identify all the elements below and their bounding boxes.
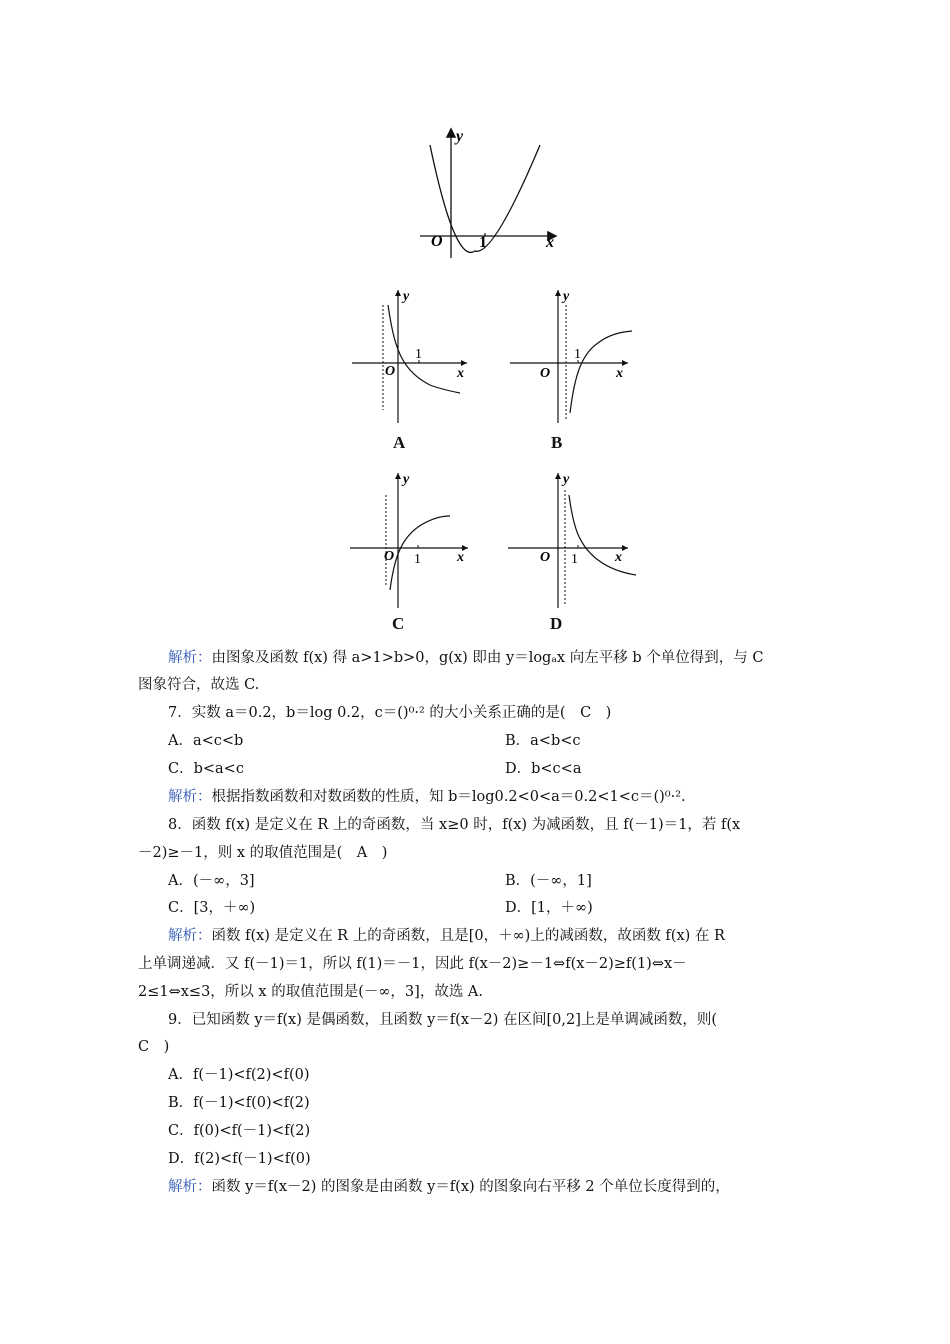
question-9-cont: C ) — [138, 1039, 170, 1055]
question-8: 8．函数 f(x) 是定义在 R 上的奇函数，当 x≥0 时，f(x) 为减函数，且 f(－1)＝1，若 f(x — [168, 817, 741, 833]
svg-text:1: 1 — [414, 552, 421, 567]
graph-b-caption: B — [551, 433, 563, 452]
x-axis-label: x — [546, 234, 554, 251]
q9-option-d: D．f(2)<f(－1)<f(0) — [168, 1151, 311, 1167]
q8-option-c: C．[3，＋∞) — [168, 900, 256, 916]
svg-text:y: y — [563, 289, 570, 304]
svg-text:O: O — [540, 366, 551, 381]
q8-option-b: B．(－∞，1] — [505, 873, 592, 889]
line-01: 解析：由图象及函数 f(x) 得 a>1>b>0，g(x) 即由 y＝logₐx 向左平移 b 个单位得到，与 C — [168, 650, 764, 666]
q7-option-a: A．a<c<b — [168, 733, 244, 749]
graph-d-caption: D — [550, 614, 563, 633]
top-parabola-graph — [415, 125, 565, 260]
q7-analysis: 解析：根据指数函数和对数函数的性质，知 b＝log0.2<0<a＝0.2<1<c＝()⁰·². — [168, 789, 686, 805]
svg-text:1: 1 — [574, 347, 581, 362]
svg-text:O: O — [384, 549, 395, 564]
q9-option-b: B．f(－1)<f(0)<f(2) — [168, 1095, 310, 1111]
svg-text:y: y — [563, 472, 570, 487]
origin-label: O — [431, 233, 443, 250]
graph-a — [350, 285, 470, 425]
graph-d — [508, 465, 638, 610]
svg-text:1: 1 — [571, 552, 578, 567]
q8-analysis-cont-1: 上单调递减．又 f(－1)＝1，所以 f(1)＝－1，因此 f(x－2)≥－1⇔f(x－2)≥f(1)⇔x－ — [138, 956, 687, 972]
graph-c — [350, 465, 475, 610]
q7-option-b: B．a<b<c — [505, 733, 581, 749]
q9-analysis: 解析：函数 y＝f(x－2) 的图象是由函数 y＝f(x) 的图象向右平移 2 个单位长度得到的， — [168, 1179, 730, 1195]
line-02: 图象符合，故选 C. — [138, 677, 260, 693]
svg-text:1: 1 — [415, 347, 422, 362]
svg-text:O: O — [385, 364, 396, 379]
question-8-cont: －2)≥－1，则 x 的取值范围是( A ) — [138, 845, 388, 861]
q7-option-d: D．b<c<a — [505, 761, 582, 777]
svg-text:O: O — [540, 550, 551, 565]
svg-text:x: x — [457, 550, 464, 565]
tick-label: 1 — [479, 234, 487, 251]
q9-option-a: A．f(－1)<f(2)<f(0) — [168, 1067, 310, 1083]
svg-text:y: y — [403, 472, 410, 487]
q7-option-c: C．b<a<c — [168, 761, 244, 777]
q8-option-a: A．(－∞，3] — [168, 873, 255, 889]
question-9: 9．已知函数 y＝f(x) 是偶函数，且函数 y＝f(x－2) 在区间[0,2]上是单调减函数，则( — [168, 1012, 718, 1028]
svg-text:x: x — [616, 366, 623, 381]
q8-analysis: 解析：函数 f(x) 是定义在 R 上的奇函数，且是[0，＋∞)上的减函数，故函数 f(x) 在 R — [168, 928, 725, 944]
graph-b — [508, 285, 638, 425]
question-7: 7．实数 a＝0.2，b＝log 0.2，c＝()⁰·² 的大小关系正确的是( C ) — [168, 705, 612, 721]
graph-a-caption: A — [393, 433, 406, 452]
svg-text:x: x — [457, 366, 464, 381]
graph-c-caption: C — [392, 614, 405, 633]
y-axis-label: y — [456, 128, 464, 145]
svg-text:y: y — [403, 289, 410, 304]
svg-text:x: x — [615, 550, 622, 565]
q9-option-c: C．f(0)<f(－1)<f(2) — [168, 1123, 311, 1139]
q8-option-d: D．[1，＋∞) — [505, 900, 593, 916]
q8-analysis-cont-2: 2≤1⇔x≤3，所以 x 的取值范围是(－∞，3]，故选 A. — [138, 984, 484, 1000]
